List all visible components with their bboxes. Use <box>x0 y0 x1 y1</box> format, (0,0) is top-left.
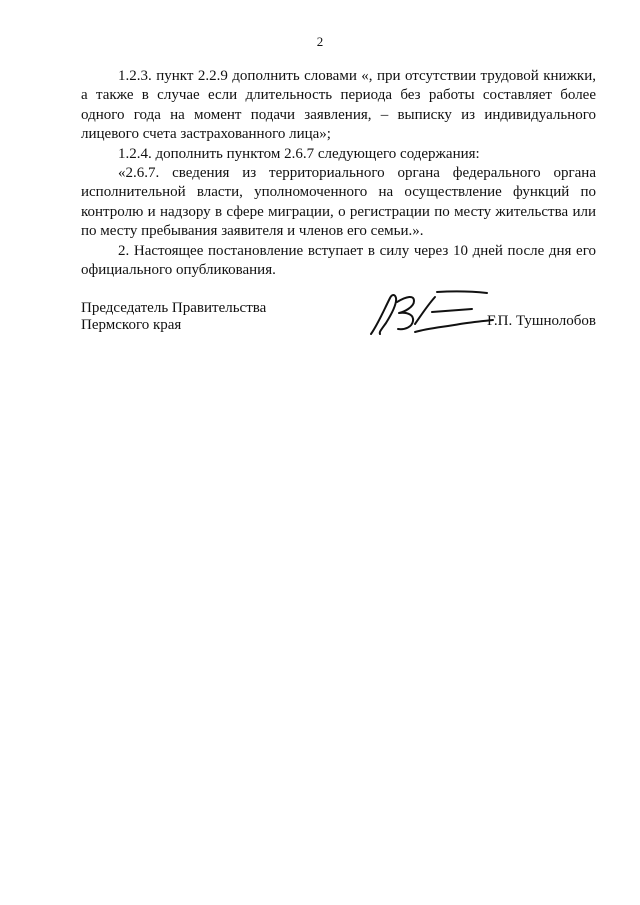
signer-position <box>81 300 341 334</box>
paragraph-2-effective-date: 2. Настоящее постановление вступает в силу через 10 дней после дня его официального опубликования. <box>81 242 596 279</box>
signer-position-line-2: Пермского края <box>81 317 182 333</box>
handwritten-signature-icon <box>366 290 496 338</box>
paragraph-1-2-3: 1.2.3. пункт 2.2.9 дополнить словами «, при отсутствии трудовой книжки, а также в случае если длительность периода без работы составляет более одного года на момент подачи заявления, – выписку из индивидуального лицевого счета застрахованного лица»; <box>81 68 596 143</box>
paragraph-1-2-4: 1.2.4. дополнить пунктом 2.6.7 следующего содержания: <box>118 145 480 162</box>
document-body <box>81 67 596 280</box>
signer-position-line-1: Председатель Правительства <box>81 300 267 316</box>
signature-block <box>81 300 596 350</box>
signer-name: Г.П. Тушнолобов <box>486 313 596 329</box>
page-number: 2 <box>316 34 324 49</box>
paragraph-2-6-7: «2.6.7. сведения из территориального органа федерального органа исполнительной власти, уполномоченного на осуществление функций по контролю и надзору в сфере миграции, о регистрации по месту жительства или по месту пребывания заявителя и членов его семьи.». <box>81 165 596 240</box>
